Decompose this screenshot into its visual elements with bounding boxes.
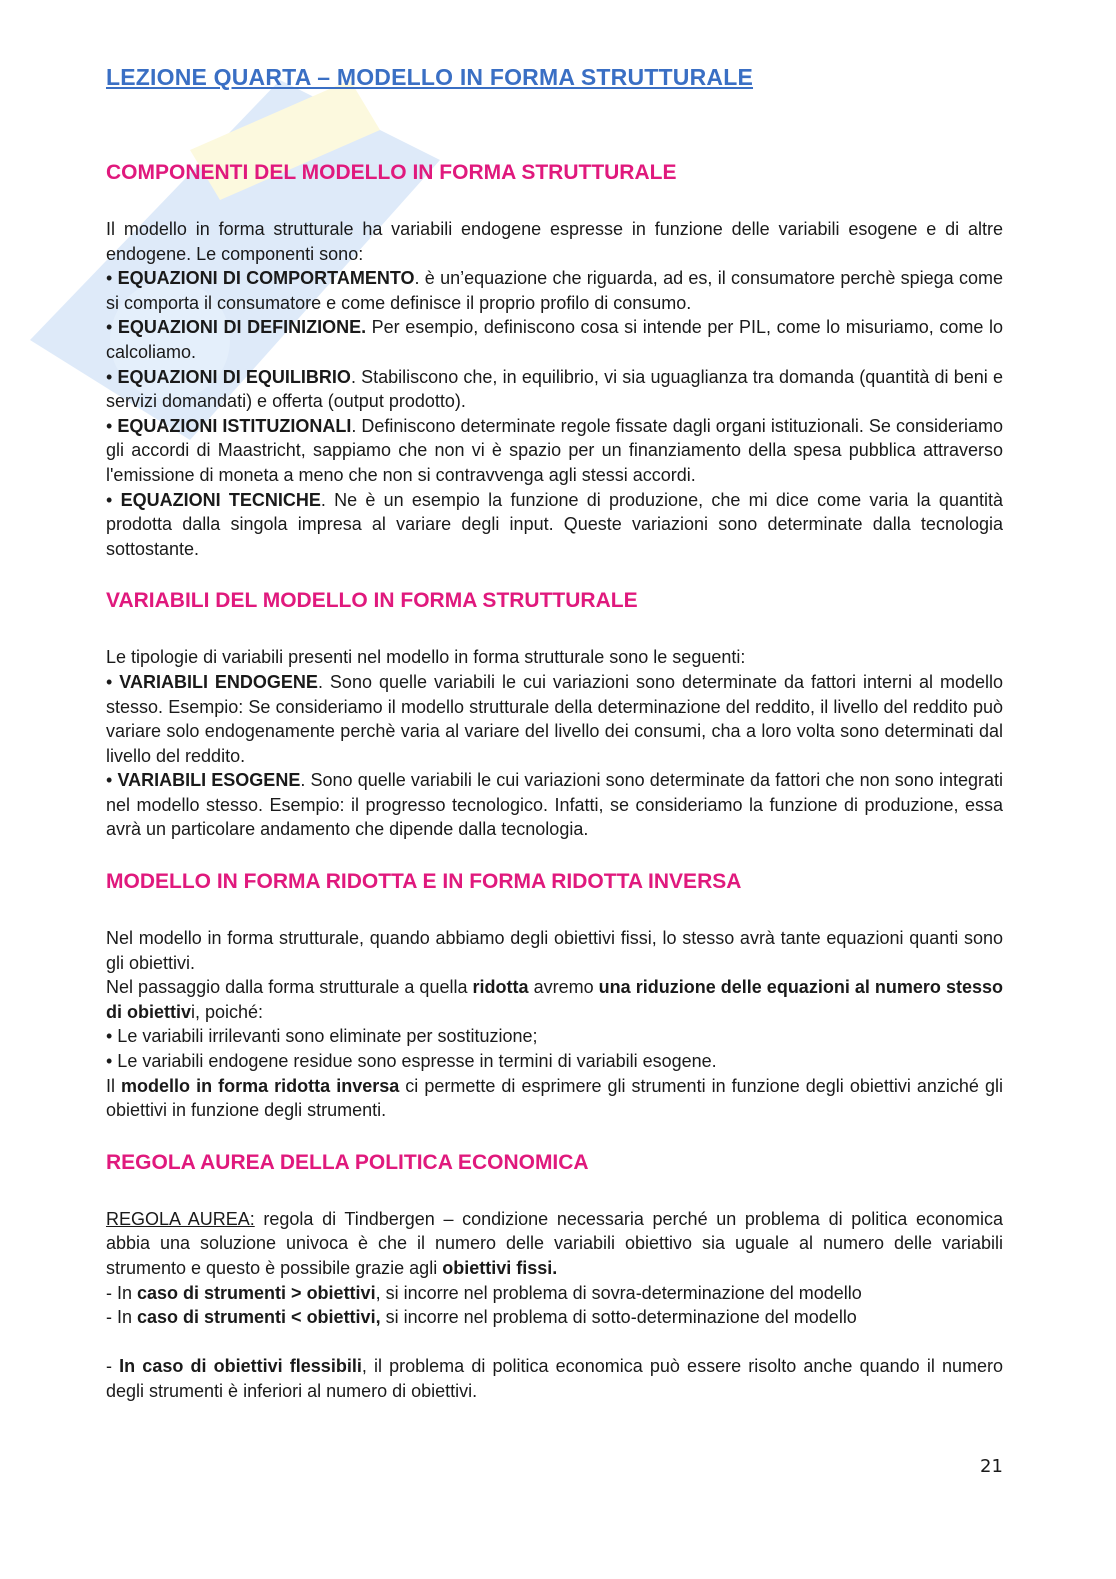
section-heading: COMPONENTI DEL MODELLO IN FORMA STRUTTURALE [106,161,677,184]
paragraph: Nel modello in forma strutturale, quando abbiamo degli obiettivi fissi, lo stesso avrà tante equazioni quanti sono gli obiettivi. [106,928,1003,973]
document-page [106,64,1003,1432]
section-heading: VARIABILI DEL MODELLO IN FORMA STRUTTURALE [106,589,638,613]
list-item: • EQUAZIONI TECNICHE. Ne è un esempio la funzione di produzione, che mi dice come varia la quantità prodotta dalla singola impresa al variare degli input. Queste variazioni sono determinate dalla tecnologia sottostante. [106,489,1003,559]
section-variabili [106,589,1003,842]
paragraph: REGOLA AUREA: regola di Tindbergen – condizione necessaria perché un problema di politica economica abbia una soluzione univoca è che il numero delle variabili obiettivo sia uguale al numero delle variabili strumento e questo è possibile grazie agli obiettivi fissi. [106,1208,1003,1278]
section-regola-aurea [106,1151,1003,1404]
list-item: • EQUAZIONI DI DEFINIZIONE. Per esempio, definiscono cosa si intende per PIL, come lo misuriamo, come lo calcoliamo. [106,317,1003,362]
paragraph: Il modello in forma strutturale ha variabili endogene espresse in funzione delle variabili esogene e di altre endogene. Le componenti sono: [106,219,1003,264]
list-item: - In caso di strumenti > obiettivi, si incorre nel problema di sovra-determinazione del modello [106,1282,862,1303]
section-forma-ridotta [106,870,1003,1123]
list-item: • EQUAZIONI DI EQUILIBRIO. Stabiliscono che, in equilibrio, vi sia uguaglianza tra domanda (quantità di beni e servizi domandati) e offerta (output prodotto). [106,366,1003,412]
paragraph: Le tipologie di variabili presenti nel modello in forma strutturale sono le seguenti: [106,647,746,668]
section-componenti [106,161,1003,561]
paragraph: Il modello in forma ridotta inversa ci permette di esprimere gli strumenti in funzione degli obiettivi anziché gli obiettivi in funzione degli strumenti. [106,1075,1003,1121]
list-item: - In caso di strumenti < obiettivi, si incorre nel problema di sotto-determinazione del modello [106,1307,857,1328]
list-item: • VARIABILI ENDOGENE. Sono quelle variabili le cui variazioni sono determinate da fattori interni al modello stesso. Esempio: Se consideriamo il modello strutturale della determinazione del reddito, il livello del reddito può variare solo endogenamente perchè varia al variare del livello dei consumi, cha a loro volta sono determinati dal livello del reddito. [106,671,1003,766]
page-number: 21 [980,1456,1003,1477]
section-heading: REGOLA AUREA DELLA POLITICA ECONOMICA [106,1150,589,1174]
list-item: - In caso di obiettivi flessibili, il problema di politica economica può essere risolto anche quando il numero degli strumenti è inferiori al numero di obiettivi. [106,1356,1003,1401]
list-item: • Le variabili endogene residue sono espresse in termini di variabili esogene. [106,1051,717,1072]
list-item: • VARIABILI ESOGENE. Sono quelle variabili le cui variazioni sono determinate da fattori che non sono integrati nel modello stesso. Esempio: il progresso tecnologico. Infatti, se consideriamo la funzione di produzione, essa avrà un particolare andamento che dipende dalla tecnologia. [106,770,1003,840]
section-heading: MODELLO IN FORMA RIDOTTA E IN FORMA RIDOTTA INVERSA [106,870,742,894]
blank-line [106,1330,1003,1355]
lesson-title: LEZIONE QUARTA – MODELLO IN FORMA STRUTTURALE [106,64,754,90]
paragraph: Nel passaggio dalla forma strutturale a quella ridotta avremo una riduzione delle equazioni al numero stesso di obiettivi, poiché: [106,977,1004,1022]
list-item: • EQUAZIONI DI COMPORTAMENTO. è un’equazione che riguarda, ad es, il consumatore perchè spiega come si comporta il consumatore e come definisce il proprio profilo di consumo. [106,268,1003,313]
list-item: • Le variabili irrilevanti sono eliminate per sostituzione; [106,1026,538,1047]
list-item: • EQUAZIONI ISTITUZIONALI. Definiscono determinate regole fissate dagli organi istituzionali. Se consideriamo gli accordi di Maastricht, sappiamo che non vi è spazio per un finanziamento della spesa pubblica attraverso l'emissione di moneta a meno che non si contravvenga agli stessi accordi. [106,415,1003,485]
